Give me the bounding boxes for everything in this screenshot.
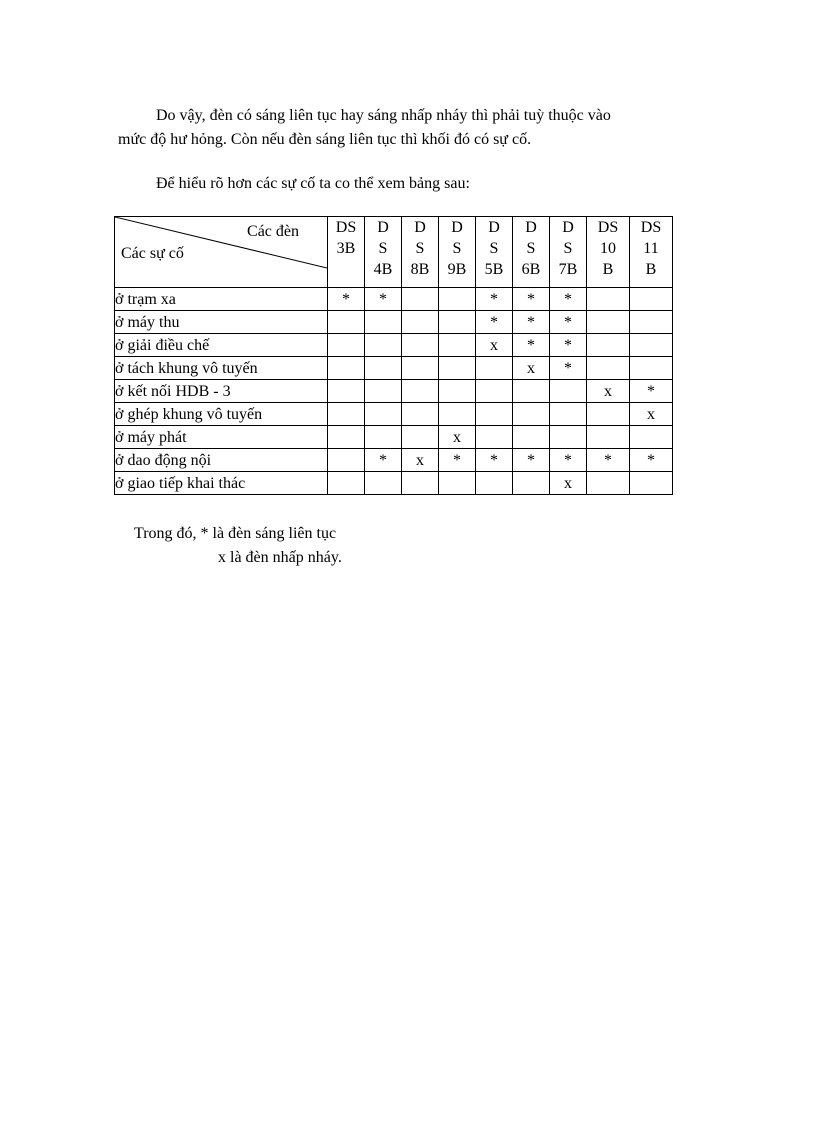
table-cell: x	[402, 449, 439, 472]
table-row	[115, 380, 673, 403]
table-row	[115, 426, 673, 449]
table-cell	[630, 288, 673, 311]
table-cell	[513, 472, 550, 495]
fault-label: ở giải điều chế	[115, 334, 328, 357]
table-cell: *	[513, 334, 550, 357]
fault-label: ở trạm xa	[115, 288, 328, 311]
table-cell	[439, 311, 476, 334]
paragraph-intro-line1: Do vậy, đèn có sáng liên tục hay sáng nhấp nháy thì phải tuỳ thuộc vào	[156, 107, 611, 124]
table-cell: *	[476, 311, 513, 334]
table-cell	[476, 357, 513, 380]
table-cell	[365, 380, 402, 403]
table-cell	[365, 426, 402, 449]
table-cell	[365, 334, 402, 357]
table-cell	[365, 472, 402, 495]
table-cell	[402, 380, 439, 403]
table-row	[115, 449, 673, 472]
column-header: DS 3B	[328, 217, 365, 288]
column-header: DS 10 B	[587, 217, 630, 288]
table-cell: *	[587, 449, 630, 472]
table-cell: *	[513, 311, 550, 334]
table-cell	[476, 426, 513, 449]
fault-label: ở máy phát	[115, 426, 328, 449]
column-header: D S 7B	[550, 217, 587, 288]
legend-note-steady: Trong đó, * là đèn sáng liên tục	[134, 525, 337, 542]
table-row	[115, 334, 673, 357]
table-row	[115, 288, 673, 311]
table-cell	[328, 357, 365, 380]
table-cell	[439, 357, 476, 380]
legend-note-blinking: x là đèn nhấp nháy.	[218, 549, 342, 566]
paragraph-intro	[118, 104, 611, 152]
table-cell: *	[550, 357, 587, 380]
table-cell	[439, 380, 476, 403]
table-cell	[365, 311, 402, 334]
table-cell	[587, 403, 630, 426]
table-cell: *	[630, 380, 673, 403]
fault-label: ở ghép khung vô tuyến	[115, 403, 328, 426]
table-cell	[402, 426, 439, 449]
table-cell	[402, 403, 439, 426]
table-cell	[630, 426, 673, 449]
fault-label: ở tách khung vô tuyến	[115, 357, 328, 380]
table-cell	[328, 334, 365, 357]
table-cell	[328, 472, 365, 495]
column-header: D S 4B	[365, 217, 402, 288]
table-cell	[630, 311, 673, 334]
table-cell	[476, 380, 513, 403]
table-cell	[587, 472, 630, 495]
table-cell	[630, 472, 673, 495]
column-header: D S 9B	[439, 217, 476, 288]
table-cell	[365, 403, 402, 426]
table-cell: x	[476, 334, 513, 357]
table-cell	[365, 357, 402, 380]
fault-lamp-table	[114, 216, 673, 495]
table-header-row	[115, 217, 673, 288]
table-cell: *	[550, 311, 587, 334]
table-cell	[439, 472, 476, 495]
table-cell	[630, 357, 673, 380]
column-header: D S 8B	[402, 217, 439, 288]
table-cell	[328, 311, 365, 334]
fault-label: ở giao tiếp khai thác	[115, 472, 328, 495]
table-cell: *	[550, 288, 587, 311]
table-cell: x	[513, 357, 550, 380]
table-corner-cell	[115, 217, 328, 288]
table-cell: *	[630, 449, 673, 472]
table-cell: *	[550, 449, 587, 472]
table-cell	[587, 357, 630, 380]
table-cell	[328, 426, 365, 449]
table-cell: *	[550, 334, 587, 357]
table-cell	[550, 380, 587, 403]
table-cell	[513, 403, 550, 426]
corner-label-lamps: Các đèn	[247, 223, 299, 240]
table-cell	[476, 472, 513, 495]
table-cell	[476, 403, 513, 426]
table-row	[115, 311, 673, 334]
table-cell	[513, 426, 550, 449]
table-cell: x	[587, 380, 630, 403]
table-cell: x	[439, 426, 476, 449]
table-cell: *	[328, 288, 365, 311]
table-cell: *	[439, 449, 476, 472]
table-cell: *	[476, 449, 513, 472]
column-header: D S 6B	[513, 217, 550, 288]
table-cell	[630, 334, 673, 357]
table-row	[115, 403, 673, 426]
table-cell	[587, 288, 630, 311]
table-cell: *	[513, 288, 550, 311]
table-cell: x	[630, 403, 673, 426]
fault-label: ở kết nối HDB - 3	[115, 380, 328, 403]
table-cell	[402, 288, 439, 311]
table-row	[115, 472, 673, 495]
table-cell	[550, 426, 587, 449]
table-cell	[550, 403, 587, 426]
table-cell	[513, 380, 550, 403]
table-cell	[587, 311, 630, 334]
table-cell	[439, 403, 476, 426]
table-cell	[328, 449, 365, 472]
column-header: D S 5B	[476, 217, 513, 288]
table-cell	[587, 426, 630, 449]
table-cell: *	[365, 449, 402, 472]
paragraph-intro-line2: mức độ hư hỏng. Còn nếu đèn sáng liên tục thì khối đó có sự cố.	[118, 131, 532, 148]
paragraph-table-intro: Để hiểu rõ hơn các sự cố ta co thể xem bảng sau:	[156, 175, 470, 192]
table-cell: x	[550, 472, 587, 495]
table-cell: *	[476, 288, 513, 311]
table-body	[115, 288, 673, 495]
corner-label-faults: Các sự cố	[121, 245, 184, 262]
table-cell	[587, 334, 630, 357]
table-cell: *	[365, 288, 402, 311]
table-cell	[402, 334, 439, 357]
table-cell	[402, 311, 439, 334]
column-header: DS 11 B	[630, 217, 673, 288]
table-cell: *	[513, 449, 550, 472]
table-cell	[402, 472, 439, 495]
fault-label: ở dao động nội	[115, 449, 328, 472]
table-cell	[328, 380, 365, 403]
table-cell	[402, 357, 439, 380]
table-cell	[328, 403, 365, 426]
table-row	[115, 357, 673, 380]
fault-label: ở máy thu	[115, 311, 328, 334]
table-cell	[439, 288, 476, 311]
table-cell	[439, 334, 476, 357]
